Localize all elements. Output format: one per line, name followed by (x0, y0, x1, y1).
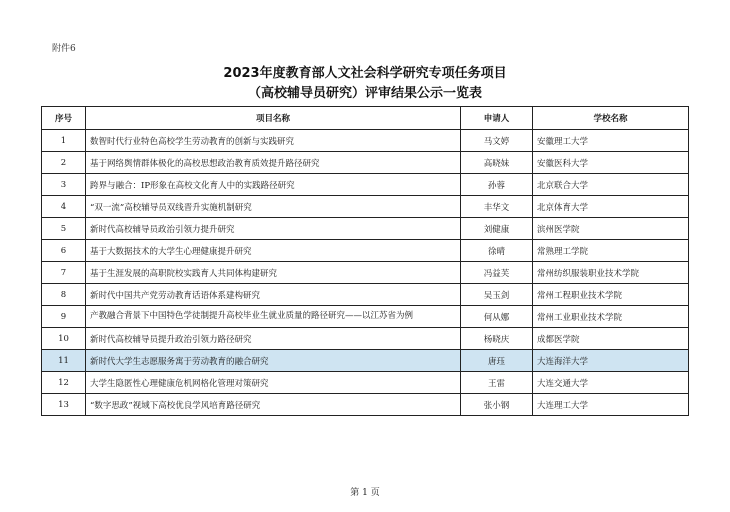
cell-project-name: 大学生隐匿性心理健康危机网格化管理对策研究 (86, 372, 461, 394)
cell-number: 4 (42, 196, 86, 218)
table-row (42, 394, 689, 416)
cell-school-name: 大连海洋大学 (533, 350, 689, 372)
cell-applicant: 刘健康 (461, 218, 533, 240)
cell-applicant: 唐珏 (461, 350, 533, 372)
cell-applicant: 徐晴 (461, 240, 533, 262)
cell-applicant: 何从娜 (461, 306, 533, 328)
cell-project-name: 产教融合背景下中国特色学徒制提升高校毕业生就业质量的路径研究——以江苏省为例 (86, 306, 461, 328)
cell-applicant: 杨晓庆 (461, 328, 533, 350)
page-title: 2023年度教育部人文社会科学研究专项任务项目 (223, 66, 507, 81)
cell-number: 1 (42, 130, 86, 152)
cell-project-name: 基于大数据技术的大学生心理健康提升研究 (86, 240, 461, 262)
table-header-row (42, 107, 689, 130)
cell-project-name: 新时代高校辅导员政治引领力提升研究 (86, 218, 461, 240)
cell-applicant: 高晓妹 (461, 152, 533, 174)
cell-school-name: 安徽理工大学 (533, 130, 689, 152)
cell-number: 3 (42, 174, 86, 196)
cell-school-name: 安徽医科大学 (533, 152, 689, 174)
cell-applicant: 丰华文 (461, 196, 533, 218)
cell-project-name: 新时代高校辅导员提升政治引领力路径研究 (86, 328, 461, 350)
cell-project-name: 新时代大学生志愿服务寓于劳动教育的融合研究 (86, 350, 461, 372)
header-number: 序号 (42, 107, 86, 130)
cell-applicant: 王雷 (461, 372, 533, 394)
table-row (42, 372, 689, 394)
cell-project-name: 数智时代行业特色高校学生劳动教育的创新与实践研究 (86, 130, 461, 152)
table-row (42, 350, 689, 372)
table-row (42, 196, 689, 218)
cell-school-name: 北京体育大学 (533, 196, 689, 218)
cell-applicant: 吴玉剑 (461, 284, 533, 306)
cell-school-name: 大连理工大学 (533, 394, 689, 416)
cell-number: 11 (42, 350, 86, 372)
table-row (42, 306, 689, 328)
cell-project-name: 新时代中国共产党劳动教育话语体系建构研究 (86, 284, 461, 306)
cell-project-name: 跨界与融合：IP形象在高校文化育人中的实践路径研究 (86, 174, 461, 196)
cell-number: 10 (42, 328, 86, 350)
header-school: 学校名称 (533, 107, 689, 130)
cell-applicant: 马文婷 (461, 130, 533, 152)
cell-school-name: 滨州医学院 (533, 218, 689, 240)
cell-project-name: “双一流”高校辅导员双线晋升实施机制研究 (86, 196, 461, 218)
page-subtitle: （高校辅导员研究）评审结果公示一览表 (247, 86, 482, 101)
cell-project-name: 基于生涯发展的高职院校实践育人共同体构建研究 (86, 262, 461, 284)
cell-school-name: 北京联合大学 (533, 174, 689, 196)
table-row (42, 284, 689, 306)
cell-applicant: 冯益芙 (461, 262, 533, 284)
table-row (42, 218, 689, 240)
table-row (42, 152, 689, 174)
cell-number: 12 (42, 372, 86, 394)
cell-school-name: 常州工业职业技术学院 (533, 306, 689, 328)
table-row (42, 174, 689, 196)
cell-project-name: “数字思政”视域下高校优良学风培育路径研究 (86, 394, 461, 416)
cell-school-name: 常州纺织服装职业技术学院 (533, 262, 689, 284)
cell-number: 7 (42, 262, 86, 284)
table-row (42, 240, 689, 262)
cell-number: 13 (42, 394, 86, 416)
header-project: 项目名称 (86, 107, 461, 130)
cell-project-name: 基于网络舆情群体极化的高校思想政治教育质效提升路径研究 (86, 152, 461, 174)
cell-school-name: 常州工程职业技术学院 (533, 284, 689, 306)
attachment-label: 附件6 (52, 44, 76, 54)
table-row (42, 130, 689, 152)
table-row (42, 262, 689, 284)
cell-number: 8 (42, 284, 86, 306)
cell-school-name: 成都医学院 (533, 328, 689, 350)
header-applicant: 申请人 (461, 107, 533, 130)
cell-number: 6 (42, 240, 86, 262)
cell-number: 9 (42, 306, 86, 328)
results-table (41, 106, 689, 416)
cell-school-name: 大连交通大学 (533, 372, 689, 394)
cell-number: 5 (42, 218, 86, 240)
cell-applicant: 张小钢 (461, 394, 533, 416)
page-number: 第 1 页 (350, 488, 380, 498)
cell-number: 2 (42, 152, 86, 174)
table-row (42, 328, 689, 350)
cell-applicant: 孙蓉 (461, 174, 533, 196)
cell-school-name: 常熟理工学院 (533, 240, 689, 262)
